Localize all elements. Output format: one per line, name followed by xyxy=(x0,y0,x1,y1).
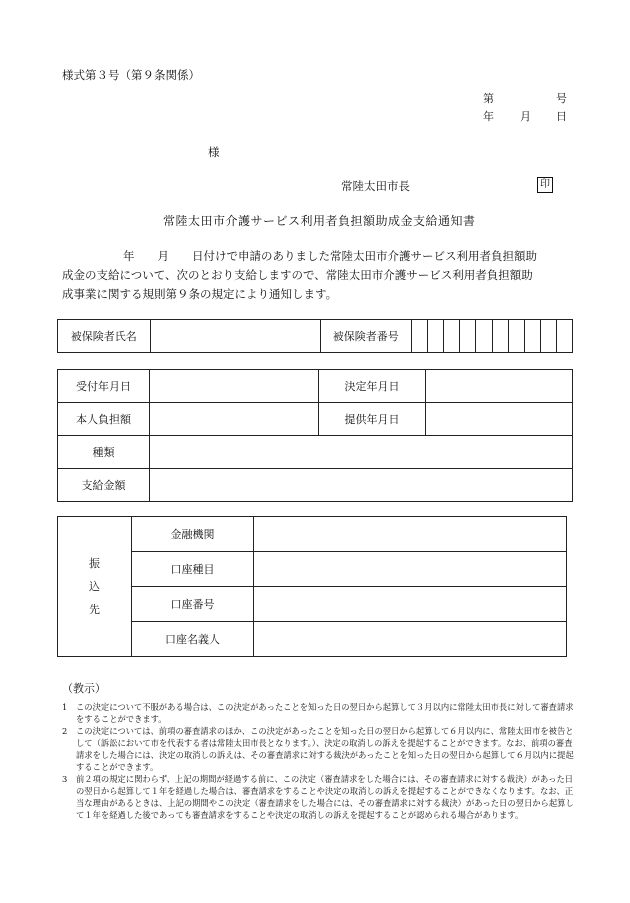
service-date-label: 提供年月日 xyxy=(319,403,426,436)
insured-number-digit[interactable] xyxy=(428,320,444,353)
account-type-label: 口座種目 xyxy=(132,552,254,587)
insured-number-digit[interactable] xyxy=(540,320,556,353)
type-label: 種類 xyxy=(58,436,150,469)
notes-heading: （教示） xyxy=(62,682,106,695)
body-line-2: 成金の支給について、次のとおり支給しますので、常陸太田市介護サービス利用者負担額助 xyxy=(62,268,533,282)
form-number: 様式第３号（第９条関係） xyxy=(62,68,200,82)
note-text: 前２項の規定に関わらず、上記の期間が経過する前に、この決定（審査請求をした場合には、その審査請求に対する裁決）があった日の翌日から起算して１年を経過した場合は、審査請求をすることや決定の取消しの訴えを提起することができなくなります。なお、正当な理由があるときは、上記の期間やこの決定（審査請求をした場合には、その審査請求に対する裁決）があった日の翌日から起算して１年を経過した後であっても審査請求をすることや決定の取消しの訴えを提起することが認められる場合があります。 xyxy=(76,774,574,820)
account-number-label: 口座番号 xyxy=(132,587,254,622)
note-item xyxy=(62,773,574,821)
body-date-month: 月 xyxy=(157,249,169,263)
payment-amount-label: 支給金額 xyxy=(58,469,150,502)
type-field[interactable] xyxy=(150,436,573,469)
note-text: この決定について不服がある場合は、この決定があったことを知った日の翌日から起算して３月以内に常陸太田市長に対して審査請求をすることができます。 xyxy=(76,702,574,724)
transfer-label-char: 込 xyxy=(89,580,100,593)
body-line-3: 成事業に関する規則第９条の規定により通知します。 xyxy=(62,287,338,301)
account-type-field[interactable] xyxy=(254,552,567,587)
received-date-field[interactable] xyxy=(150,370,319,403)
account-holder-field[interactable] xyxy=(254,622,567,657)
decision-date-field[interactable] xyxy=(426,370,573,403)
insured-name-label: 被保険者氏名 xyxy=(58,320,151,353)
insured-number-digit[interactable] xyxy=(508,320,524,353)
transfer-label-char: 先 xyxy=(89,603,100,616)
insured-number-digit[interactable] xyxy=(476,320,492,353)
doc-number-suffix: 号 xyxy=(556,92,567,105)
transfer-table xyxy=(57,516,567,657)
decision-date-label: 決定年月日 xyxy=(319,370,426,403)
insured-number-label: 被保険者番号 xyxy=(320,320,412,353)
note-text: この決定については、前項の審査請求のほか、この決定があったことを知った日の翌日から起算して６月以内に、常陸太田市を被告として（訴訟において市を代表する者は常陸太田市長となります。）、決定の取消しの訴えを提起することができます。なお、前項の審査請求をした場合には、決定の取消しの訴えは、その審査請求に対する裁決があったことを知った日の翌日から起算して６月以内に提起することができます。 xyxy=(76,726,574,772)
document-title: 常陸太田市介護サービス利用者負担額助成金支給通知書 xyxy=(163,214,476,228)
insured-name-field[interactable] xyxy=(150,320,320,353)
payment-amount-field[interactable] xyxy=(150,469,573,502)
notes-section xyxy=(62,683,574,821)
body-paragraph xyxy=(62,247,574,304)
doc-number-prefix: 第 xyxy=(483,92,494,105)
bank-field[interactable] xyxy=(254,517,567,552)
bank-label: 金融機関 xyxy=(132,517,254,552)
insured-number-digit[interactable] xyxy=(556,320,572,353)
insured-number-digit[interactable] xyxy=(524,320,540,353)
date-month: 月 xyxy=(520,110,531,123)
note-item xyxy=(62,725,574,773)
date-day: 日 xyxy=(556,110,567,123)
insured-number-digit[interactable] xyxy=(412,320,428,353)
body-line-1 xyxy=(62,247,574,266)
account-holder-label: 口座名義人 xyxy=(132,622,254,657)
note-number: 1 xyxy=(62,702,68,712)
note-number: 2 xyxy=(62,726,68,736)
insured-number-digit[interactable] xyxy=(492,320,508,353)
body-line-1-rest: 日付けで申請のありました常陸太田市介護サービス利用者負担額助 xyxy=(192,249,537,263)
recipient-suffix: 様 xyxy=(208,145,220,159)
issuer-name: 常陸太田市長 xyxy=(341,179,410,193)
seal-mark: 印 xyxy=(537,177,553,193)
body-date-year: 年 xyxy=(123,249,135,263)
received-date-label: 受付年月日 xyxy=(58,370,150,403)
insured-number-digit[interactable] xyxy=(460,320,476,353)
insured-table xyxy=(57,319,573,353)
transfer-group-label xyxy=(58,517,132,657)
note-item xyxy=(62,701,574,725)
self-pay-label: 本人負担額 xyxy=(58,403,150,436)
transfer-label-char: 振 xyxy=(89,557,100,570)
note-number: 3 xyxy=(62,774,68,784)
date-year: 年 xyxy=(483,110,494,123)
service-date-field[interactable] xyxy=(426,403,573,436)
self-pay-field[interactable] xyxy=(150,403,319,436)
insured-number-digit[interactable] xyxy=(444,320,460,353)
account-number-field[interactable] xyxy=(254,587,567,622)
details-table xyxy=(57,369,573,502)
